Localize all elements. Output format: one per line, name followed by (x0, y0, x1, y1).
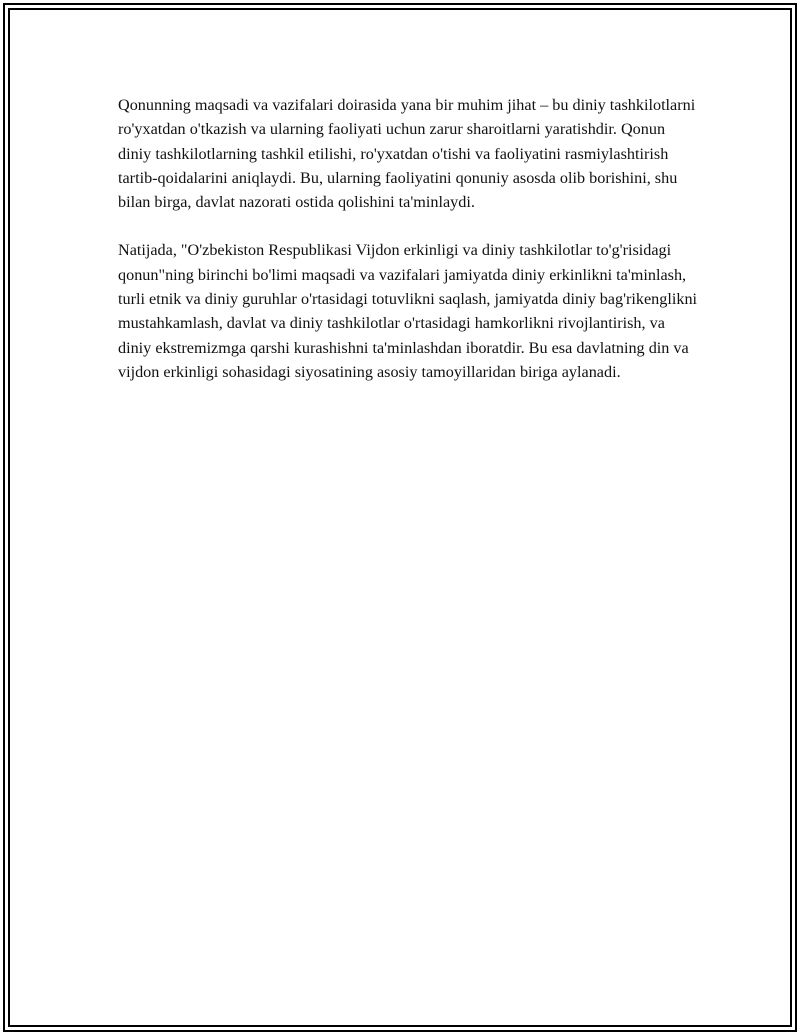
paragraph-1: Qonunning maqsadi va vazifalari doirasida yana bir muhim jihat – bu diniy tashkilotlarni ro'yxatdan o'tkazish va ularning faoliyati uchun zarur sharoitlarni yaratishdir. Qonun diniy tashkilotlarning tashkil etilishi, ro'yxatdan o'tishi va faoliyatini rasmiylashtirish tartib-qoidalarini aniqlaydi. Bu, ularning faoliyatini qonuniy asosda olib borishini, shu bilan birga, davlat nazorati ostida qolishini ta'minlaydi. (118, 96, 696, 212)
document-body (118, 93, 698, 384)
paragraph-2: Natijada, "O'zbekiston Respublikasi Vijdon erkinligi va diniy tashkilotlar to'g'risidagi qonun"ning birinchi bo'limi maqsadi va vazifalari jamiyatda diniy erkinlikni ta'minlash, turli etnik va diniy guruhlar o'rtasidagi totuvlikni saqlash, jamiyatda diniy bag'rikenglikni mustahkamlash, davlat va diniy tashkilotlar o'rtasidagi hamkorlikni rivojlantirish, va diniy ekstremizmga qarshi kurashishni ta'minlashdan iboratdir. Bu esa davlatning din va vijdon erkinligi sohasidagi siyosatining asosiy tamoyillaridan biriga aylanadi. (118, 241, 698, 381)
